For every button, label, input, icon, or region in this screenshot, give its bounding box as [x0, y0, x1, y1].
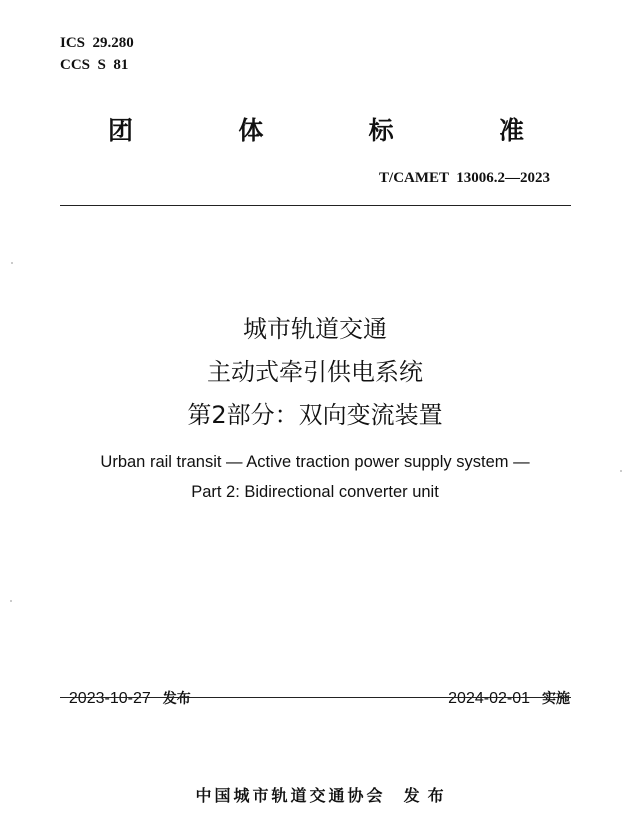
en-title-line-1: Urban rail transit — Active traction power supply system — — [100, 453, 530, 471]
implement-label: 实施 — [542, 691, 570, 707]
ccs-code: CCS S 81 — [60, 57, 129, 73]
standard-type-char-2: 体 — [238, 116, 264, 145]
issuer-name: 中国城市轨道交通协会 — [195, 786, 386, 805]
scan-speck — [10, 600, 12, 602]
implement-date: 2024-02-01 — [448, 690, 530, 707]
bottom-divider — [60, 697, 571, 698]
zh-title-line-2: 主动式牵引供电系统 — [207, 358, 423, 386]
publish-label: 发布 — [162, 691, 191, 707]
scan-speck — [11, 262, 13, 264]
document-title — [0, 308, 630, 507]
implement-date-block — [439, 669, 570, 709]
zh-title-line-1: 城市轨道交通 — [243, 315, 387, 343]
issuer-suffix: 发布 — [403, 786, 452, 805]
publish-date: 2023-10-27 — [68, 690, 151, 707]
standard-type-heading — [60, 113, 570, 149]
scan-speck — [620, 470, 622, 472]
issuer — [0, 760, 630, 808]
standard-number: T/CAMET 13006.2—2023 — [379, 170, 550, 186]
standard-type-char-4: 准 — [498, 116, 524, 145]
publish-date-block — [60, 669, 191, 709]
en-title-line-2: Part 2: Bidirectional converter unit — [191, 483, 439, 501]
zh-title-line-3: 第2部分：双向变流装置 — [187, 401, 443, 429]
classification-codes — [60, 32, 134, 76]
standard-type-char-1: 团 — [108, 116, 134, 145]
top-divider — [60, 205, 571, 206]
standard-type-char-3: 标 — [368, 116, 394, 145]
ics-code: ICS 29.280 — [60, 35, 134, 51]
